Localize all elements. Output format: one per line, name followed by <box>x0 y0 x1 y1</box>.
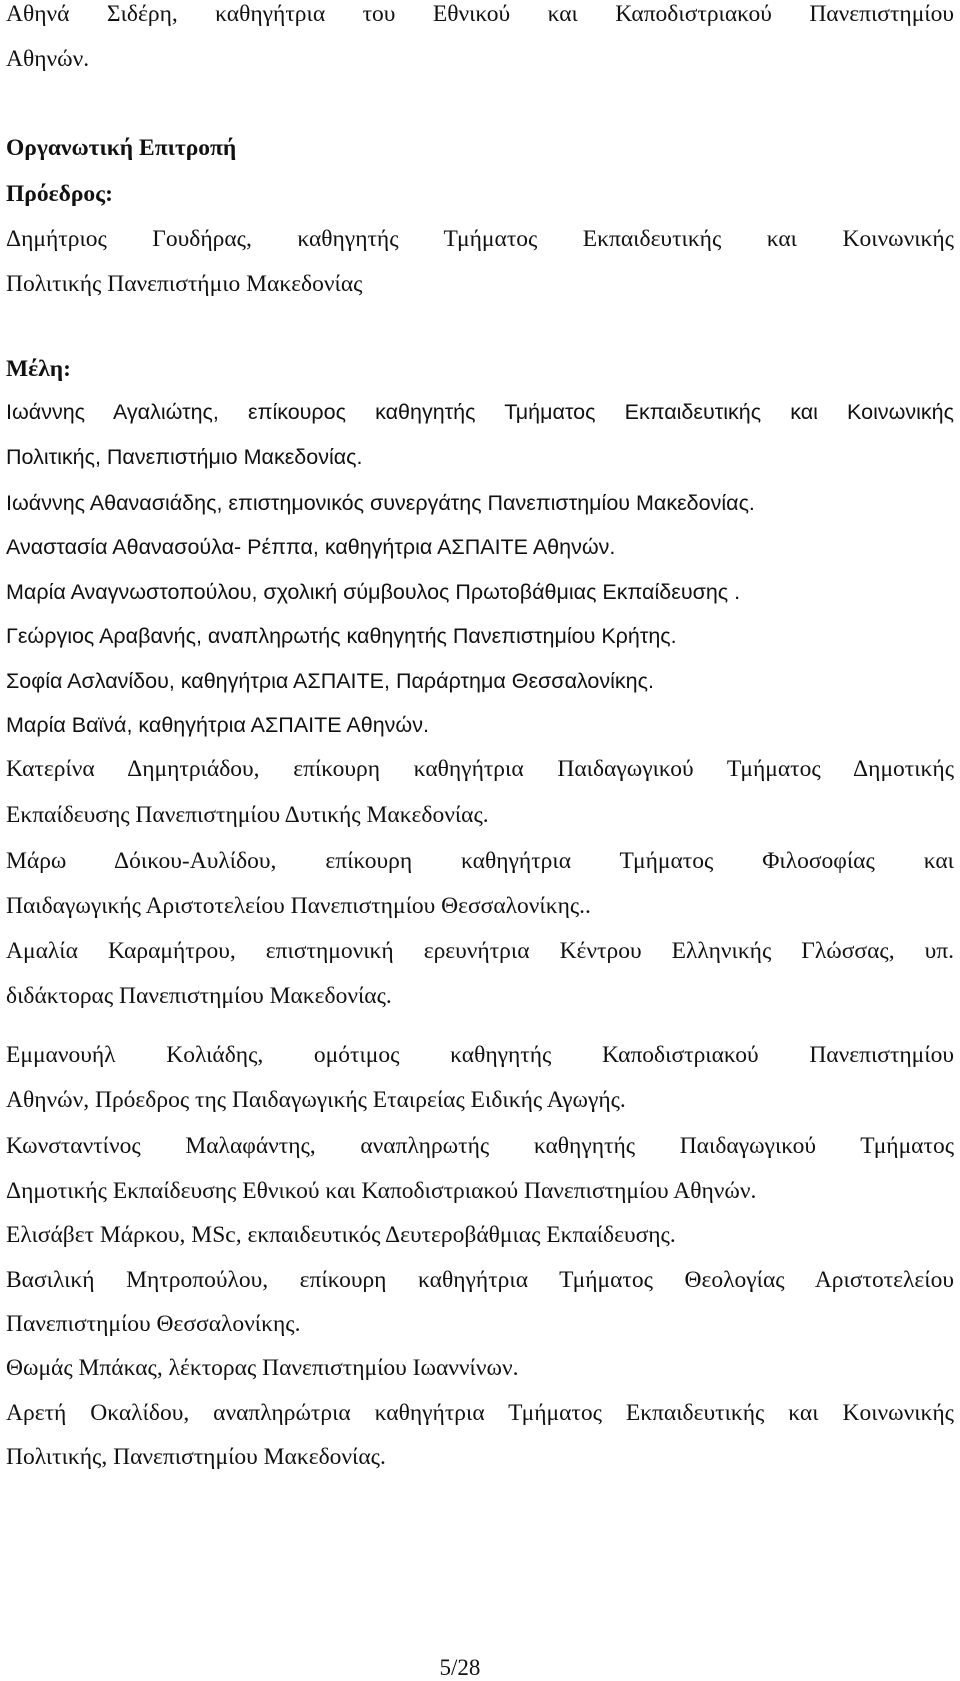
text-line: Δημήτριος Γουδήρας, καθηγητής Τμήματος Εκπαιδευτικής και Κοινωνικής <box>6 226 954 252</box>
text-line: διδάκτορας Πανεπιστημίου Μακεδονίας. <box>6 983 392 1009</box>
text-line: Βασιλική Μητροπούλου, επίκουρη καθηγήτρια Τμήματος Θεολογίας Αριστοτελείου <box>6 1267 954 1293</box>
text-line: Ιωάννης Αθανασιάδης, επιστημονικός συνεργάτης Πανεπιστημίου Μακεδονίας. <box>6 491 755 515</box>
text-line: Ιωάννης Αγαλιώτης, επίκουρος καθηγητής Τμήματος Εκπαιδευτικής και Κοινωνικής <box>6 400 954 424</box>
text-line: Πολιτικής, Πανεπιστημίου Μακεδονίας. <box>6 1444 386 1470</box>
text-line: Μαρία Αναγνωστοπούλου, σχολική σύμβουλος Πρωτοβάθμιας Εκπαίδευσης . <box>6 580 741 604</box>
text-line: Θωμάς Μπάκας, λέκτορας Πανεπιστημίου Ιωαννίνων. <box>6 1355 519 1381</box>
text-line: Αμαλία Καραμήτρου, επιστημονική ερευνήτρια Κέντρου Ελληνικής Γλώσσας, υπ. <box>6 938 954 964</box>
text-line: Κωνσταντίνος Μαλαφάντης, αναπληρωτής καθηγητής Παιδαγωγικού Τμήματος <box>6 1133 954 1159</box>
text-line: Πολιτικής Πανεπιστήμιο Μακεδονίας <box>6 271 363 297</box>
text-line: Μαρία Βαϊνά, καθηγήτρια ΑΣΠΑΙΤΕ Αθηνών. <box>6 713 429 737</box>
text-line: Δημοτικής Εκπαίδευσης Εθνικού και Καποδιστριακού Πανεπιστημίου Αθηνών. <box>6 1178 757 1204</box>
text-line: Αναστασία Αθανασούλα- Ρέππα, καθηγήτρια ΑΣΠΑΙΤΕ Αθηνών. <box>6 535 616 559</box>
text-line: Παιδαγωγικής Αριστοτελείου Πανεπιστημίου Θεσσαλονίκης.. <box>6 893 591 919</box>
text-line: Αρετή Οκαλίδου, αναπληρώτρια καθηγήτρια Τμήματος Εκπαιδευτικής και Κοινωνικής <box>6 1400 954 1426</box>
text-line: Κατερίνα Δημητριάδου, επίκουρη καθηγήτρια Παιδαγωγικού Τμήματος Δημοτικής <box>6 756 954 782</box>
text-line: Μάρω Δόικου-Αυλίδου, επίκουρη καθηγήτρια Τμήματος Φιλοσοφίας και <box>6 848 954 874</box>
text-line: Γεώργιος Αραβανής, αναπληρωτής καθηγητής Πανεπιστημίου Κρήτης. <box>6 624 677 648</box>
text-line: Εκπαίδευσης Πανεπιστημίου Δυτικής Μακεδονίας. <box>6 802 489 828</box>
text-line: Αθηνών. <box>6 46 90 72</box>
text-line: Πανεπιστημίου Θεσσαλονίκης. <box>6 1311 301 1337</box>
text-line: Ελισάβετ Μάρκου, MSc, εκπαιδευτικός Δευτεροβάθμιας Εκπαίδευσης. <box>6 1222 676 1248</box>
section-heading: Οργανωτική Επιτροπή <box>6 135 237 161</box>
text-line: Πολιτικής, Πανεπιστήμιο Μακεδονίας. <box>6 445 363 469</box>
text-line: Σοφία Ασλανίδου, καθηγήτρια ΑΣΠΑΙΤΕ, Παράρτημα Θεσσαλονίκης. <box>6 669 654 693</box>
subheading-members: Μέλη: <box>6 356 71 382</box>
page-number: 5/28 <box>439 1655 481 1680</box>
text-line: Αθηνά Σιδέρη, καθηγήτρια του Εθνικού και Καποδιστριακού Πανεπιστημίου <box>6 1 954 27</box>
text-line: Εμμανουήλ Κολιάδης, ομότιμος καθηγητής Καποδιστριακού Πανεπιστημίου <box>6 1042 954 1068</box>
subheading-president: Πρόεδρος: <box>6 181 113 207</box>
text-line: Αθηνών, Πρόεδρος της Παιδαγωγικής Εταιρείας Ειδικής Αγωγής. <box>6 1087 626 1113</box>
